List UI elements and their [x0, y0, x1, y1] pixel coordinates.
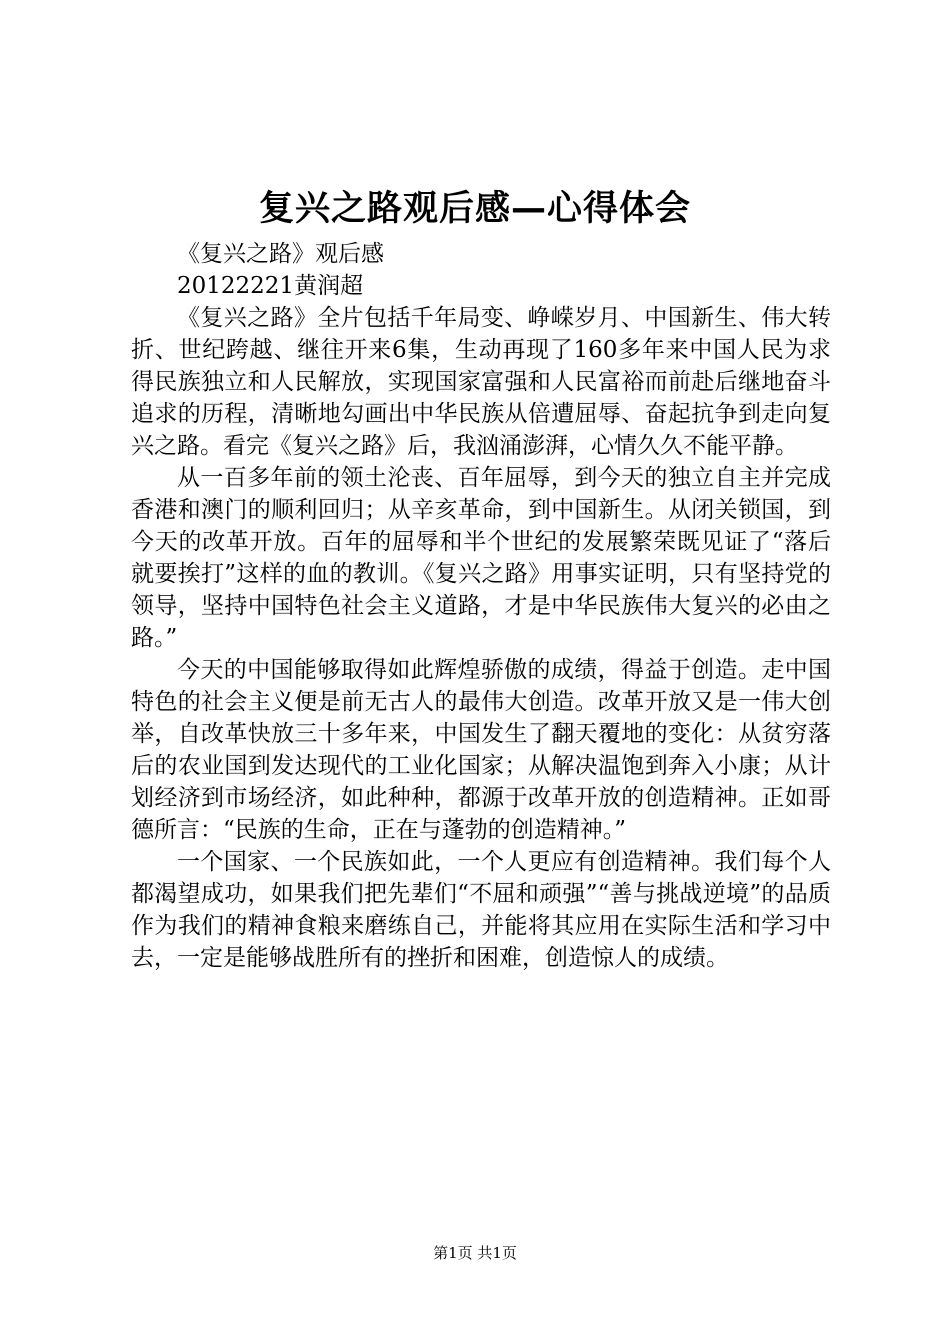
author-line: 20122221黄润超: [177, 273, 364, 299]
page-footer: 第1页 共1页: [433, 1244, 517, 1262]
paragraph: 从一百多年前的领土沦丧、百年屈辱，到今天的独立自主并完成香港和澳门的顺利回归；从辛亥革命，到中国新生。从闭关锁国，到今天的改革开放。百年的屈辱和半个世纪的发展繁荣既见证了“落后就要挨打”这样的血的教训。《复兴之路》用事实证明，只有坚持党的领导，坚持中国特色社会主义道路，才是中华民族伟大复兴的必由之路。”: [131, 465, 831, 651]
paragraph: 今天的中国能够取得如此辉煌骄傲的成绩，得益于创造。走中国特色的社会主义便是前无古人的最伟大创造。改革开放又是一伟大创举，自改革快放三十多年来，中国发生了翻天覆地的变化：从贫穷落后的农业国到发达现代的工业化国家；从解决温饱到奔入小康；从计划经济到市场经济，如此种种，都源于改革开放的创造精神。正如哥德所言：“民族的生命，正在与蓬勃的创造精神。”: [131, 657, 831, 843]
subtitle-line: 《复兴之路》观后感: [177, 241, 384, 267]
document-title: 复兴之路观后感—心得体会: [258, 189, 691, 229]
document-body: [131, 238, 831, 974]
paragraph: 一个国家、一个民族如此，一个人更应有创造精神。我们每个人都渴望成功，如果我们把先辈们“不屈和顽强”“善与挑战逆境”的品质作为我们的精神食粮来磨练自己，并能将其应用在实际生活和学习中去，一定是能够战胜所有的挫折和困难，创造惊人的成绩。: [131, 849, 831, 971]
paragraph: 《复兴之路》全片包括千年局变、峥嵘岁月、中国新生、伟大转折、世纪跨越、继往开来6集，生动再现了160多年来中国人民为求得民族独立和人民解放，实现国家富强和人民富裕而前赴后继地奋斗追求的历程，清晰地勾画出中华民族从倍遭屈辱、奋起抗争到走向复兴之路。看完《复兴之路》后，我汹涌澎湃，心情久久不能平静。: [131, 305, 831, 459]
